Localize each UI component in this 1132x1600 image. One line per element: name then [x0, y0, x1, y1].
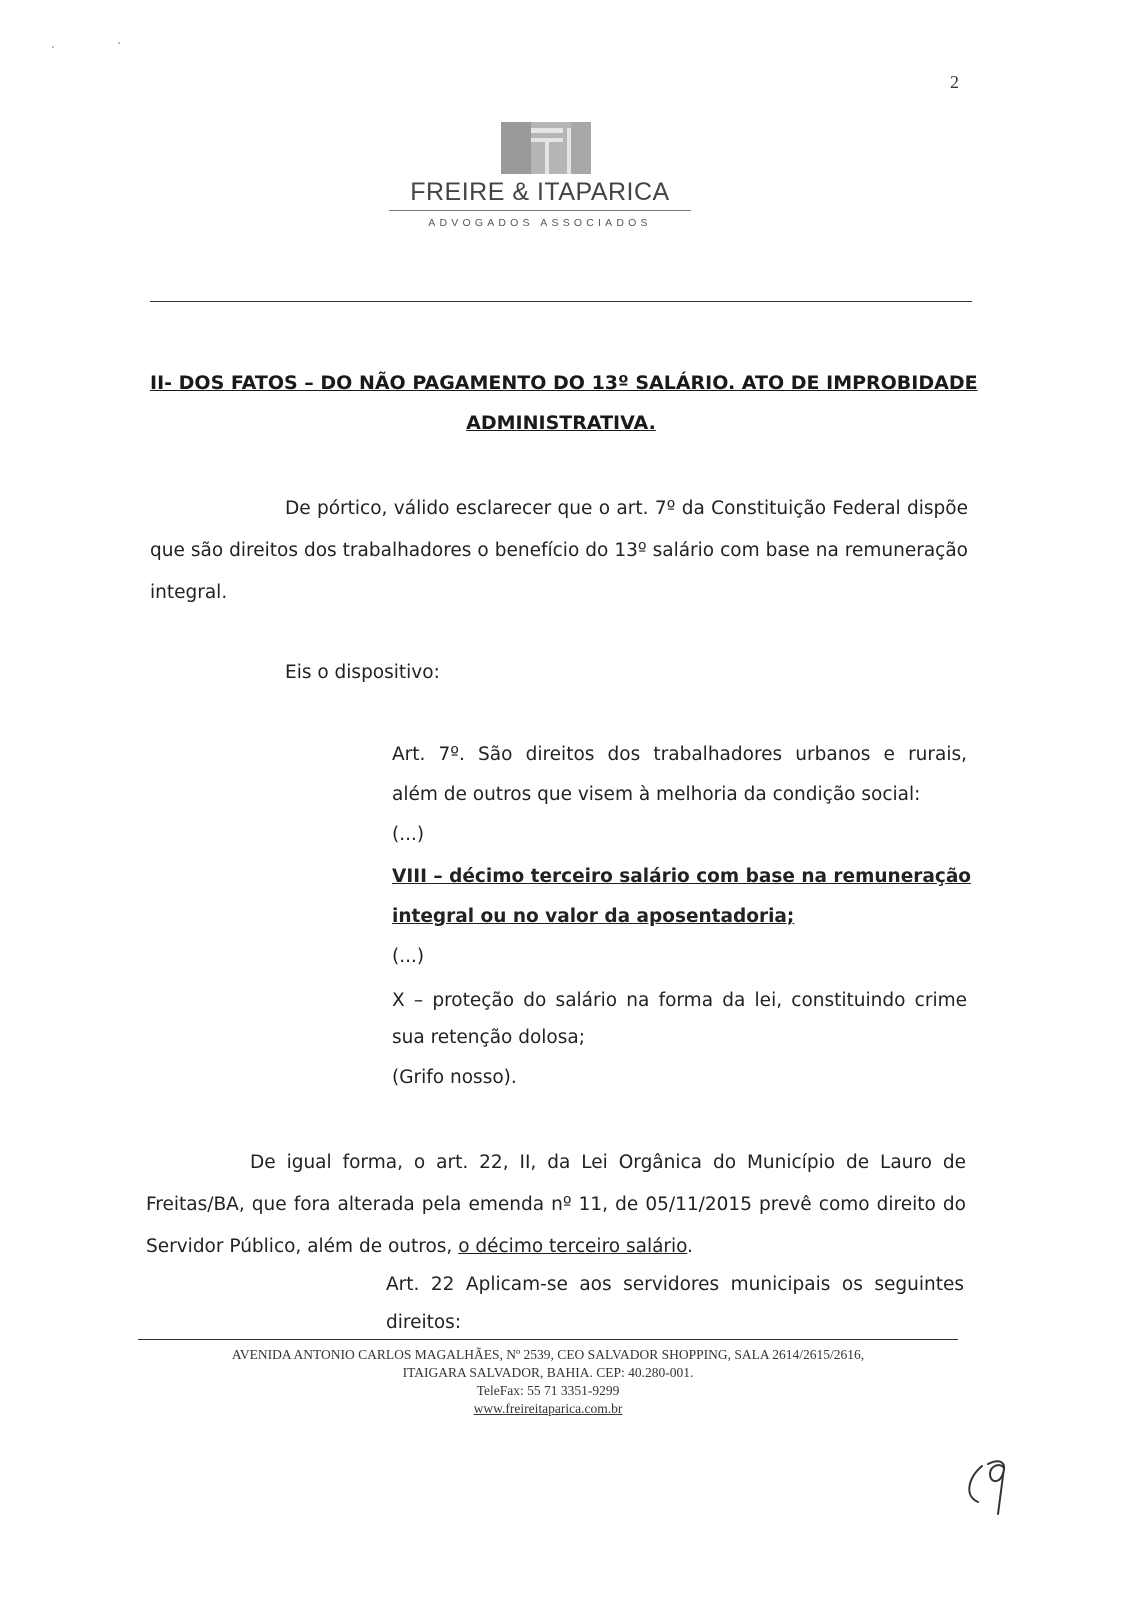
signature-initial-icon: [960, 1450, 1040, 1520]
footer-address-line1: AVENIDA ANTONIO CARLOS MAGALHÃES, Nº 2539, CEO SALVADOR SHOPPING, SALA 2614/2615/2616,: [231, 1347, 865, 1362]
quote-line: além de outros que visem à melhoria da condição social:: [392, 784, 921, 805]
page-number: 2: [950, 72, 959, 92]
section-heading-line2: ADMINISTRATIVA.: [466, 412, 656, 434]
paragraph-lei-organica: [146, 1142, 966, 1268]
quote-line: sua retenção dolosa;: [392, 1027, 585, 1048]
letterhead-divider: [389, 210, 691, 211]
footer-address-line2: ITAIGARA SALVADOR, BAHIA. CEP: 40.280-001.: [402, 1365, 694, 1380]
section-heading-line1: II- DOS FATOS – DO NÃO PAGAMENTO DO 13º SALÁRIO. ATO DE IMPROBIDADE: [150, 372, 978, 394]
quote-note: (Grifo nosso).: [392, 1067, 517, 1088]
paragraph-end: .: [687, 1236, 694, 1257]
quote-line: X – proteção do salário na forma da lei, constituindo crime: [392, 990, 967, 1011]
firm-name: FREIRE & ITAPARICA: [410, 178, 670, 206]
quote-line: direitos:: [386, 1312, 462, 1333]
quote-ellipsis: (...): [392, 946, 425, 967]
paragraph-text: De igual forma, o art. 22, II, da Lei Orgânica do Município de Lauro de Freitas/BA, que fora alterada pela emenda nº 11, de 05/11/2015 prevê como direito do Servidor Público, além de outros,: [146, 1152, 966, 1257]
quote-emphasis-line: VIII – décimo terceiro salário com base na remuneração: [392, 866, 972, 887]
firm-logo-icon: [501, 122, 591, 174]
footer-website-link[interactable]: www.freireitaparica.com.br: [473, 1401, 623, 1416]
underlined-phrase: o décimo terceiro salário: [458, 1236, 688, 1257]
header-divider: [150, 301, 972, 302]
scan-speck: [52, 46, 54, 48]
firm-subtitle: ADVOGADOS ASSOCIADOS: [428, 217, 652, 229]
paragraph-dispositivo: Eis o dispositivo:: [285, 662, 440, 683]
footer-divider: [138, 1339, 958, 1340]
quote-line: Art. 7º. São direitos dos trabalhadores urbanos e rurais,: [392, 744, 967, 765]
quote-line: Art. 22 Aplicam-se aos servidores municipais os seguintes: [386, 1274, 964, 1295]
quote-ellipsis: (...): [392, 824, 425, 845]
scan-speck: [118, 42, 120, 44]
footer-phone: TeleFax: 55 71 3351-9299: [476, 1383, 620, 1398]
quote-emphasis-line: integral ou no valor da aposentadoria;: [392, 906, 795, 927]
paragraph-constitution: De pórtico, válido esclarecer que o art. 7º da Constituição Federal dispõe que são direitos dos trabalhadores o benefício do 13º salário com base na remuneração integral.: [150, 498, 968, 603]
